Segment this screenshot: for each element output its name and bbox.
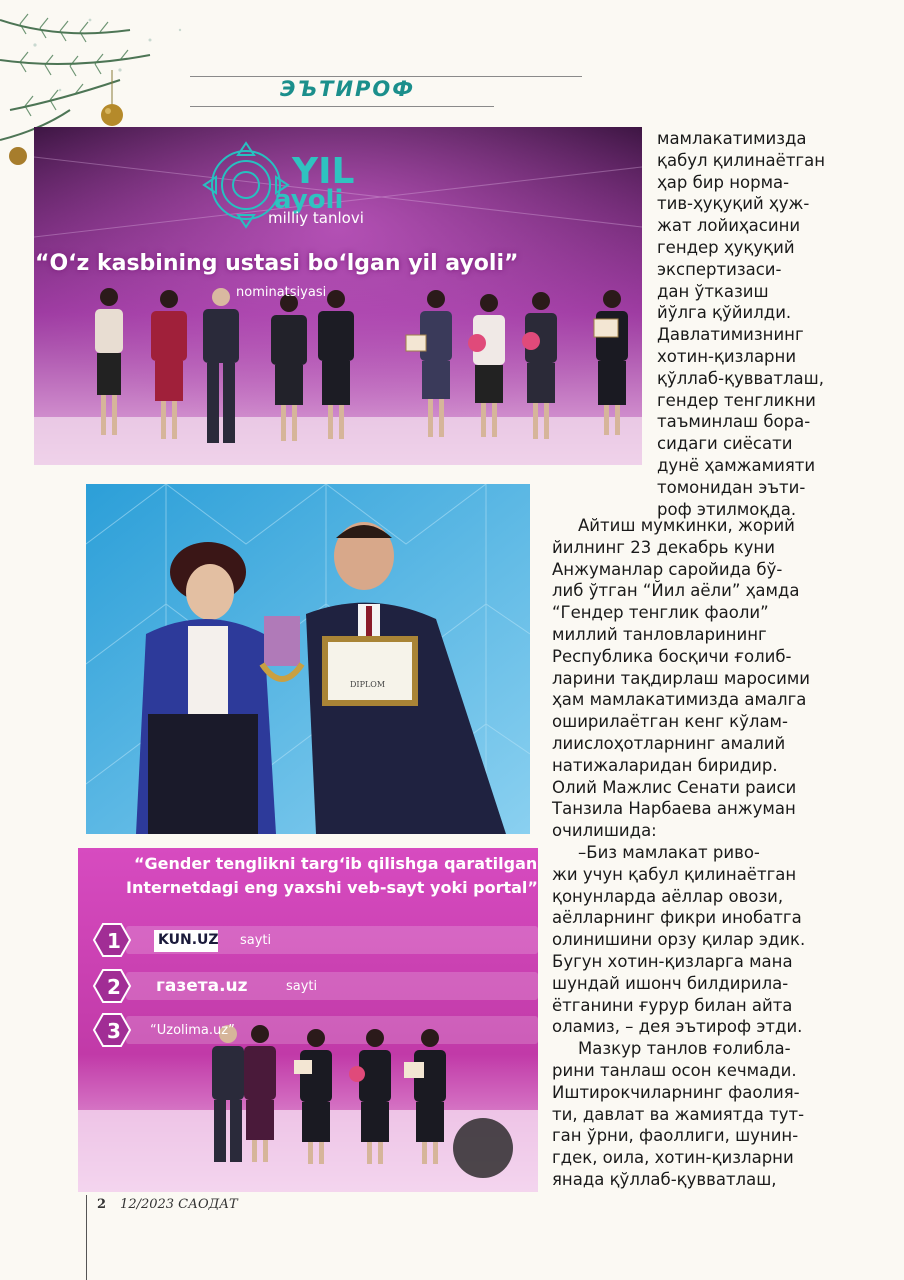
article-line: оширилаётган кенг кўлам-: [552, 712, 788, 732]
article-line: либ ўтган “Йил аёли” ҳамда: [552, 581, 800, 601]
article-line: оламиз, – дея эътироф этди.: [552, 1017, 803, 1037]
rank-suffix-2: sayti: [286, 979, 318, 994]
article-line: очилишида:: [552, 821, 657, 841]
rank-number-3: 3: [107, 1019, 121, 1043]
article-line: дунё ҳамжамияти: [657, 455, 816, 475]
rank-number-2: 2: [107, 975, 121, 999]
photo1-headline: “O‘z kasbining ustasi bo‘lgan yil ayoli”: [35, 251, 519, 276]
article-line: ган ўрни, фаоллиги, шунин-: [552, 1126, 799, 1146]
article-line: “Гендер тенглик фаоли”: [552, 603, 769, 623]
header-rule-bottom: [190, 106, 494, 107]
article-line: гендер ҳуқуқий: [657, 237, 795, 257]
article-line: янада қўллаб-қувватлаш,: [552, 1169, 777, 1189]
article-line: Танзила Нарбаева анжуман: [552, 799, 796, 819]
article-line: томонидан эъти-: [657, 477, 806, 497]
article-line: йўлга қўйилди.: [657, 303, 792, 323]
article-line: ҳар бир норма-: [657, 172, 790, 192]
article-line: жат лойиҳасини: [657, 216, 801, 236]
article-line: қабул қилинаётган: [657, 150, 825, 170]
award-ceremony-photo-1: [34, 127, 642, 465]
rank-site-1: KUN.UZ: [158, 932, 219, 948]
photo3-headline-line2: Internetdagi eng yaxshi veb-sayt yoki portal”: [126, 878, 538, 897]
rank-number-1: 1: [107, 929, 121, 953]
article-line: Анжуманлар саройида бў-: [552, 559, 783, 579]
rank-site-2: газета.uz: [156, 976, 248, 996]
article-line: аёлларнинг фикри инобатга: [552, 908, 802, 928]
article-line: таъминлаш бора-: [657, 412, 811, 432]
logo-word-ayoli: ayoli: [274, 185, 344, 215]
rank-site-3: “Uzolima.uz”: [150, 1023, 235, 1038]
article-line: Олий Мажлис Сенати раиси: [552, 777, 797, 797]
article-line: Айтиш мумкинки, жорий: [578, 516, 795, 535]
article-line: шундай ишонч билдирила-: [552, 973, 789, 993]
article-line: қўллаб-қувватлаш,: [657, 368, 824, 388]
logo-subtitle: milliy tanlovi: [268, 209, 364, 227]
article-line: Республика босқичи ғолиб-: [552, 646, 792, 666]
article-line: гдек, оила, хотин-қизларни: [552, 1148, 794, 1168]
page-footer: [97, 1197, 238, 1212]
photo3-headline-line1: “Gender tenglikni targ‘ib qilishga qaratilgan: [134, 854, 538, 873]
article-line: олинишини орзу қилар эдик.: [552, 930, 806, 950]
article-column-main: [552, 515, 900, 1191]
article-line: Мазкур танлов ғолибла-: [578, 1039, 791, 1059]
article-line: қонунларда аёллар овози,: [552, 886, 784, 906]
article-line: Бугун хотин-қизларга мана: [552, 951, 793, 971]
page-number: 2: [97, 1197, 107, 1212]
article-line: тив-ҳуқуқий ҳуж-: [657, 194, 810, 214]
article-line: ларини тақдирлаш маросими: [552, 668, 810, 688]
diploma-handover-photo: [86, 484, 530, 834]
article-line: ётганини ғурур билан айта: [552, 995, 793, 1015]
article-line: жи учун қабул қилинаётган: [552, 864, 797, 884]
article-line: –Биз мамлакат риво-: [578, 842, 760, 862]
article-line: дан ўтказиш: [657, 281, 769, 301]
margin-rule: [86, 1195, 87, 1280]
issue-label: 12/2023 САОДАТ: [120, 1197, 238, 1212]
article-column-top: [657, 128, 899, 520]
article-line: хотин-қизларни: [657, 346, 797, 366]
article-line: рини танлаш осон кечмади.: [552, 1060, 797, 1080]
article-line: гендер тенгликни: [657, 390, 816, 410]
website-award-photo: [78, 848, 538, 1192]
article-line: лиислоҳотларнинг амалий: [552, 733, 786, 753]
article-line: миллий танловларининг: [552, 624, 767, 644]
article-line: ҳам мамлакатимизда амалга: [552, 690, 807, 710]
article-line: Иштирокчиларнинг фаолия-: [552, 1082, 800, 1102]
section-title: ЭЪТИРОФ: [280, 77, 416, 101]
article-line: йилнинг 23 декабрь куни: [552, 537, 775, 557]
article-line: ти, давлат ва жамиятда тут-: [552, 1104, 805, 1124]
logo-word-yil: YIL: [292, 151, 355, 192]
article-line: сидаги сиёсати: [657, 434, 793, 454]
photo1-subline: nominatsiyasi: [236, 285, 327, 300]
rank-suffix-1: sayti: [240, 933, 272, 948]
article-line: мамлакатимизда: [657, 129, 807, 148]
article-line: роф этилмоқда.: [657, 499, 797, 519]
article-line: Давлатимизнинг: [657, 325, 804, 345]
diploma-label: DIPLOM: [350, 680, 386, 689]
article-line: натижаларидан биридир.: [552, 755, 778, 775]
article-line: экспертизаси-: [657, 259, 782, 279]
